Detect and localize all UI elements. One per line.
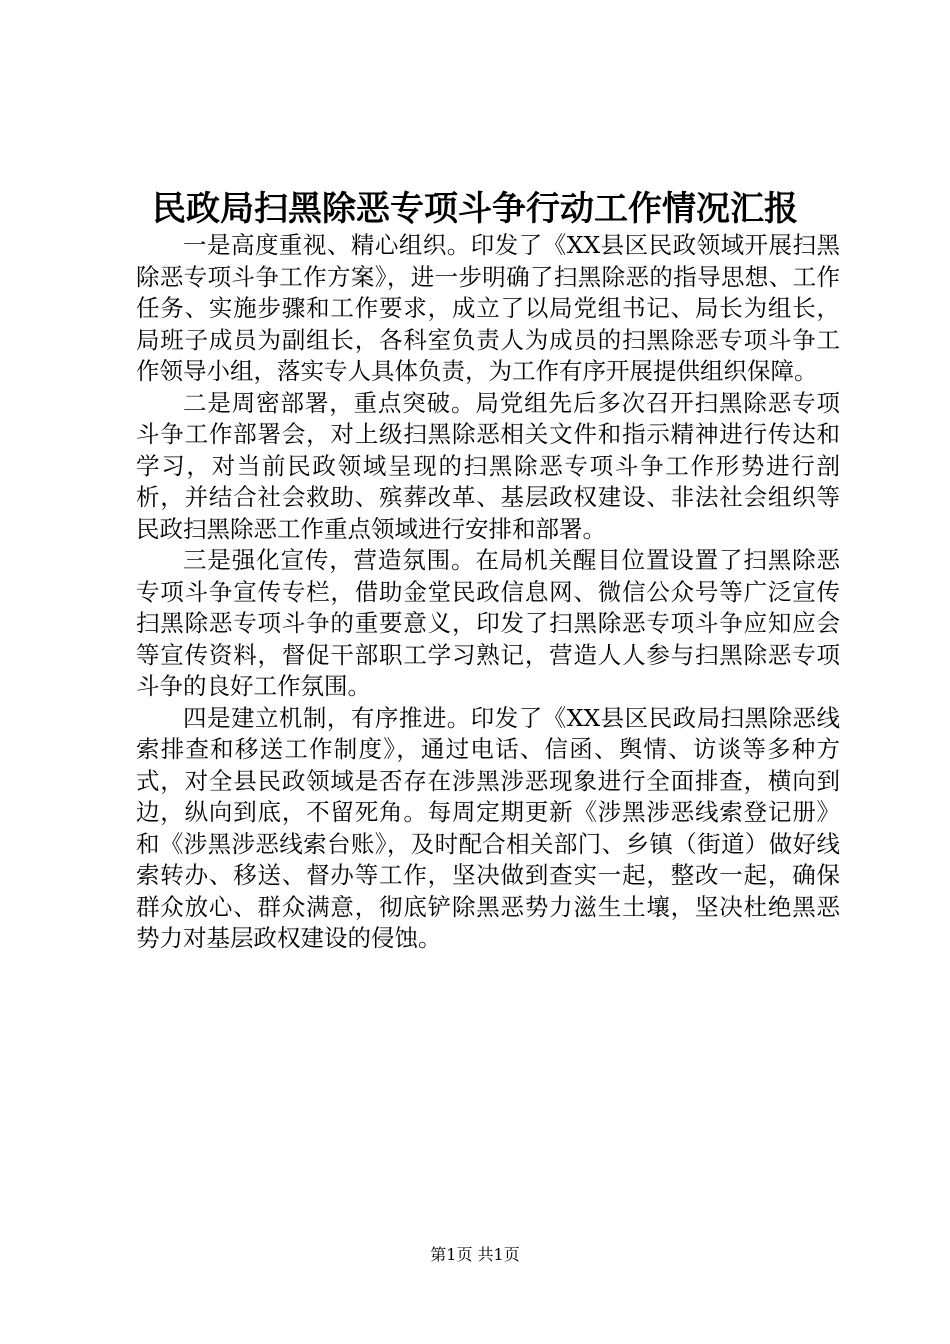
document-body — [136, 230, 840, 955]
paragraph-1: 一是高度重视、精心组织。印发了《XX县区民政领域开展扫黑除恶专项斗争工作方案》，进一步明确了扫黑除恶的指导思想、工作任务、实施步骤和工作要求，成立了以局党组书记、局长为组长，局班子成员为副组长，各科室负责人为成员的扫黑除恶专项斗争工作领导小组，落实专人具体负责，为工作有序开展提供组织保障。 — [136, 231, 840, 385]
paragraph-2: 二是周密部署，重点突破。局党组先后多次召开扫黑除恶专项斗争工作部署会，对上级扫黑除恶相关文件和指示精神进行传达和学习，对当前民政领域呈现的扫黑除恶专项斗争工作形势进行剖析，并结合社会救助、殡葬改革、基层政权建设、非法社会组织等民政扫黑除恶工作重点领域进行安排和部署。 — [136, 388, 840, 543]
page-footer: 第1页 共1页 — [430, 1245, 520, 1264]
document-title: 民政局扫黑除恶专项斗争行动工作情况汇报 — [152, 189, 798, 229]
paragraph-4: 四是建立机制，有序推进。印发了《XX县区民政局扫黑除恶线索排查和移送工作制度》，通过电话、信函、舆情、访谈等多种方式，对全县民政领域是否存在涉黑涉恶现象进行全面排查，横向到边，纵向到底，不留死角。每周定期更新《涉黑涉恶线索登记册》和《涉黑涉恶线索台账》，及时配合相关部门、乡镇（街道）做好线索转办、移送、督办等工作，坚决做到查实一起，整改一起，确保群众放心、群众满意，彻底铲除黑恶势力滋生土壤，坚决杜绝黑恶势力对基层政权建设的侵蚀。 — [136, 703, 840, 952]
paragraph-3: 三是强化宣传，营造氛围。在局机关醒目位置设置了扫黑除恶专项斗争宣传专栏，借助金堂民政信息网、微信公众号等广泛宣传扫黑除恶专项斗争的重要意义，印发了扫黑除恶专项斗争应知应会等宣传资料，督促干部职工学习熟记，营造人人参与扫黑除恶专项斗争的良好工作氛围。 — [136, 546, 840, 700]
